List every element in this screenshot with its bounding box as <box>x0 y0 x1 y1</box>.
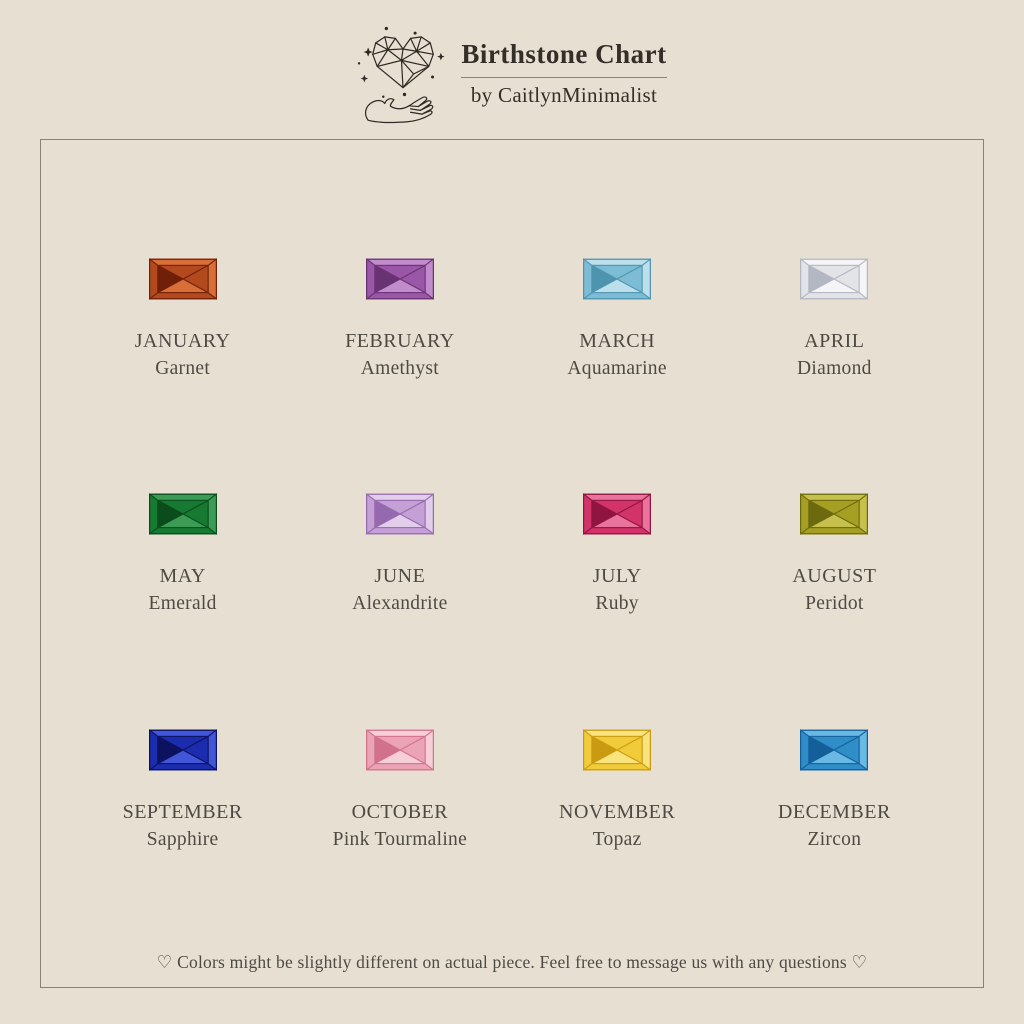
gem-swatch <box>800 258 868 300</box>
stone-label: Topaz <box>592 828 642 850</box>
gem-swatch <box>149 258 217 300</box>
hand-holding-diamond-heart-icon <box>357 24 449 124</box>
stone-label: Alexandrite <box>352 593 448 615</box>
stone-label: Ruby <box>595 593 639 615</box>
page-subtitle: by CaitlynMinimalist <box>470 82 658 107</box>
stone-label: Sapphire <box>146 828 219 850</box>
diamond-heart-outline <box>373 36 434 87</box>
gem-swatch <box>583 729 651 771</box>
birthstone-cell-november <box>509 729 726 852</box>
stone-label: Aquamarine <box>567 358 667 379</box>
gem-swatch <box>366 729 434 771</box>
birthstone-cell-january <box>74 258 291 381</box>
birthstone-cell-march <box>509 258 726 381</box>
gem-swatch <box>149 729 217 771</box>
chart-frame <box>40 139 984 988</box>
title-divider <box>461 77 666 78</box>
birthstone-cell-april <box>726 258 943 381</box>
month-label: OCTOBER <box>351 800 449 823</box>
birthstone-cell-december <box>726 729 943 852</box>
open-hand-outline <box>366 96 433 121</box>
stone-label: Diamond <box>797 358 872 379</box>
month-label: DECEMBER <box>777 800 891 823</box>
footer-note: ♡ Colors might be slightly different on actual piece. Feel free to message us with any questions ♡ <box>156 952 868 972</box>
month-label: FEBRUARY <box>345 330 455 352</box>
gem-swatch <box>366 258 434 300</box>
month-label: JANUARY <box>134 330 231 352</box>
stone-label: Amethyst <box>360 358 439 379</box>
stone-label: Peridot <box>805 593 864 615</box>
gem-swatch <box>149 493 217 535</box>
birthstone-cell-february <box>291 258 508 381</box>
birthstone-cell-july <box>509 493 726 616</box>
month-label: MARCH <box>579 330 656 352</box>
birthstone-cell-october <box>291 729 508 852</box>
month-label: JUNE <box>374 565 426 588</box>
gem-swatch <box>800 493 868 535</box>
birthstone-grid <box>41 140 983 852</box>
gem-swatch <box>366 493 434 535</box>
stone-label: Emerald <box>148 593 217 615</box>
month-label: AUGUST <box>792 565 877 588</box>
page-title: Birthstone Chart <box>461 39 667 70</box>
month-label: NOVEMBER <box>559 800 676 823</box>
birthstone-cell-september <box>74 729 291 852</box>
month-label: MAY <box>159 565 206 588</box>
stone-label: Pink Tourmaline <box>332 828 468 850</box>
birthstone-cell-may <box>74 493 291 616</box>
month-label: JULY <box>592 565 642 588</box>
month-label: APRIL <box>804 330 865 352</box>
gem-swatch <box>583 258 651 300</box>
header <box>0 0 1024 139</box>
gem-swatch <box>583 493 651 535</box>
gem-swatch <box>800 729 868 771</box>
birthstone-cell-august <box>726 493 943 616</box>
stone-label: Zircon <box>807 828 862 850</box>
stone-label: Garnet <box>155 358 211 379</box>
month-label: SEPTEMBER <box>122 800 243 823</box>
title-block <box>461 39 666 107</box>
birthstone-cell-june <box>291 493 508 616</box>
